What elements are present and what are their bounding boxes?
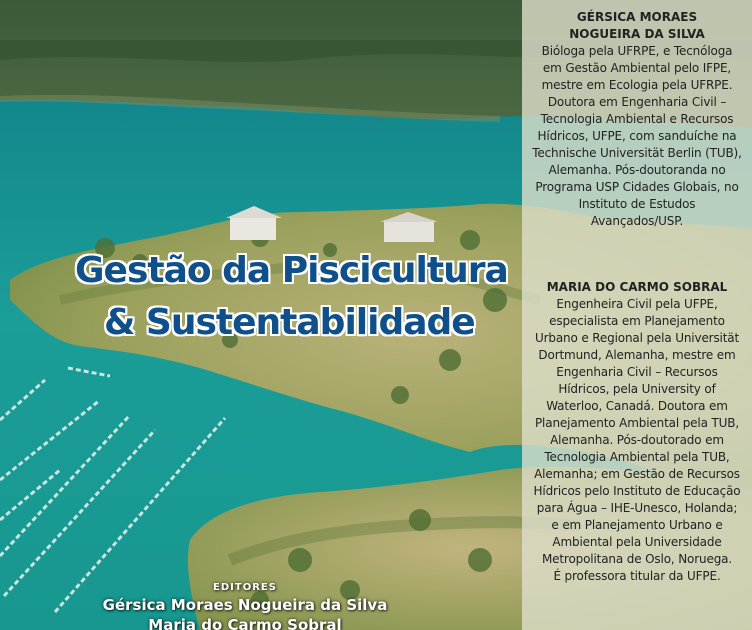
bio-line: para Água – IHE-Unesco, Holanda; — [536, 501, 738, 515]
bio-line: Hídricos, UFPE, com sanduíche na — [537, 129, 737, 143]
author-name-line: GÉRSICA MORAES — [576, 10, 698, 24]
author-name-line: NOGUEIRA DA SILVA — [569, 27, 705, 41]
bio-line: Technische Universität Berlin (TUB), — [532, 146, 742, 160]
bio-line: Programa USP Cidades Globais, no — [535, 180, 739, 194]
author-bio-2 — [522, 279, 752, 585]
bio-line: Tecnologia Ambiental pela TUB, — [544, 450, 730, 464]
bio-line: Engenharia Civil – Recursos — [556, 365, 718, 379]
bio-line: Metropolitana de Oslo, Noruega. — [541, 552, 733, 566]
bio-line: Alemanha. Pós-doutorado em — [550, 433, 724, 447]
bio-line: Alemanha. Pós-doutoranda no — [548, 163, 726, 177]
bio-line: Doutora em Engenharia Civil – — [547, 95, 727, 109]
editors-label: EDITORES — [213, 582, 277, 593]
bio-line: Planejamento Ambiental pela TUB, — [534, 416, 740, 430]
bio-line: Avançados/USP. — [590, 214, 684, 228]
editors-block — [100, 581, 390, 630]
bio-line: Urbano e Regional pela Universität — [534, 331, 740, 345]
bio-line: Waterloo, Canadá. Doutora em — [546, 399, 728, 413]
author-bio-panel — [522, 0, 752, 630]
editor-name-2: Maria do Carmo Sobral — [148, 616, 342, 630]
bio-line: Bióloga pela UFRPE, e Tecnóloga — [541, 44, 733, 58]
book-title-line2: & Sustentabilidade — [104, 302, 475, 343]
book-title-line1: Gestão da Piscicultura — [75, 250, 508, 291]
editor-name-1: Gérsica Moraes Nogueira da Silva — [102, 596, 388, 614]
bio-line: e em Planejamento Urbano e — [551, 518, 723, 532]
bio-line: em Gestão Ambiental pelo IFPE, — [542, 61, 732, 75]
bio-line: É professora titular da UFPE. — [553, 569, 721, 583]
bio-line: Instituto de Estudos — [578, 197, 696, 211]
bio-line: Dortmund, Alemanha, mestre em — [538, 348, 736, 362]
bio-line: Hídricos, pela University of — [558, 382, 716, 396]
bio-line: Hídricos pelo Instituto de Educação — [533, 484, 741, 498]
bio-line: Alemanha; em Gestão de Recursos — [534, 467, 740, 481]
author-name-line: MARIA DO CARMO SOBRAL — [546, 280, 728, 294]
bio-line: Tecnologia Ambiental e Recursos — [540, 112, 734, 126]
author-bio-1 — [522, 9, 752, 230]
bio-line: Engenheira Civil pela UFPE, — [556, 297, 718, 311]
bio-line: mestre em Ecologia pela UFRPE. — [541, 78, 733, 92]
bio-line: especialista em Planejamento — [549, 314, 725, 328]
bio-line: Ambiental pela Universidade — [552, 535, 722, 549]
